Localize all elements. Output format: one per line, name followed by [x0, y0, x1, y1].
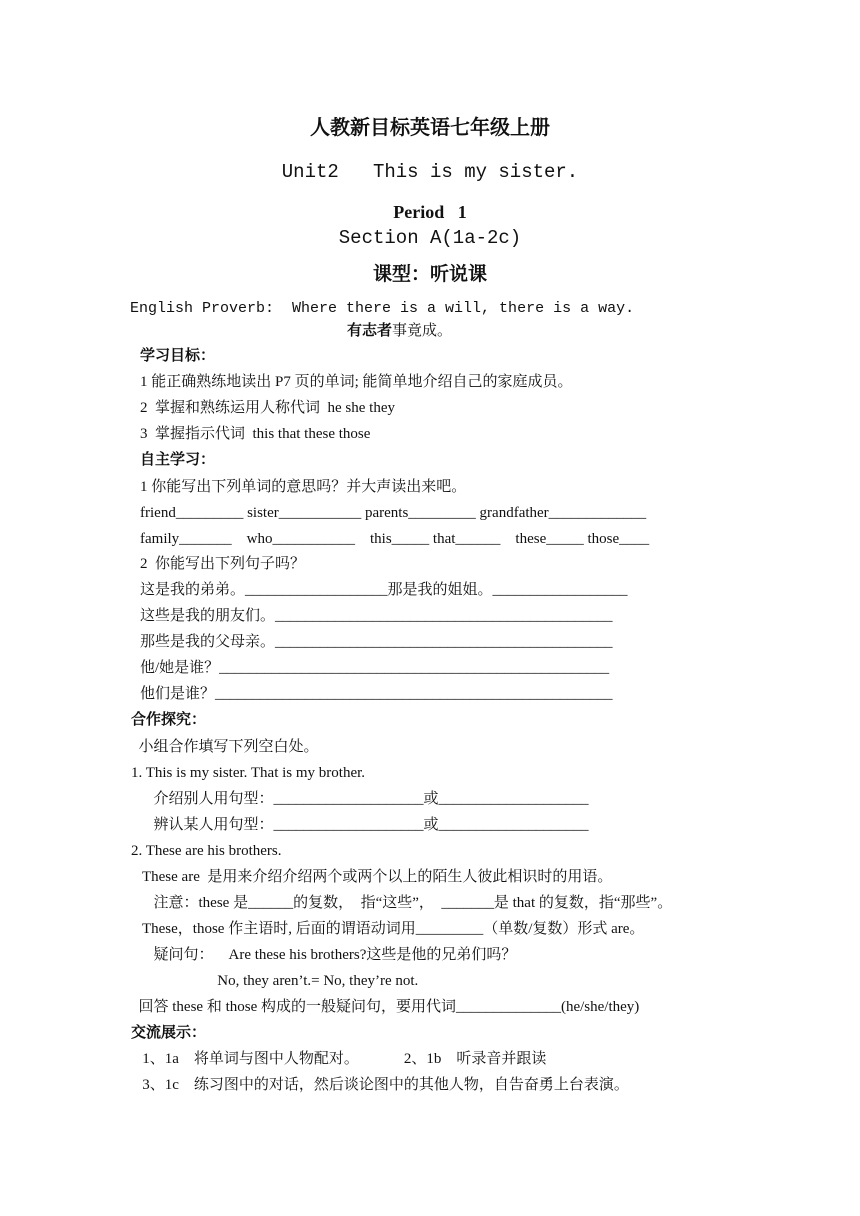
sentence-line: 这是我的弟弟。___________________那是我的姐姐。__________________ [140, 582, 628, 598]
proverb-rest-part: 事竟成。 [392, 323, 453, 339]
cooperation-line: 1. This is my sister. That is my brother. [131, 765, 366, 781]
cooperation-line: 2. These are his brothers. [131, 843, 282, 859]
exchange-line: 1、1a 将单词与图中人物配对。 2、1b 听录音并跟读 [131, 1051, 547, 1067]
unit-title: Unit2 This is my sister. [281, 161, 579, 183]
section-title: Section A(1a-2c) [338, 227, 522, 249]
cooperation-line: 疑问句： Are these his brothers?这些是他的兄弟们吗？ [131, 947, 517, 963]
exchange-heading: 交流展示： [131, 1025, 207, 1041]
cooperation-line: 回答 these 和 those 构成的一般疑问句，要用代词______________(he/she/they) [131, 999, 640, 1015]
sentence-line: 他/她是谁？____________________________________________________ [140, 660, 610, 676]
cooperation-line: These，those 作主语时, 后面的谓语动词用_________（单数/复数）形式 are。 [131, 921, 645, 937]
cooperation-intro: 小组合作填写下列空白处。 [131, 739, 319, 755]
self-study-heading: 自主学习： [140, 452, 216, 468]
sentence-line: 这些是我的朋友们。_____________________________________________ [140, 608, 613, 624]
cooperation-line: 辨认某人用句型：____________________或____________________ [131, 817, 589, 833]
cooperation-line: 注意：these 是______的复数， 指“这些”， _______是 that 的复数，指“那些”。 [131, 895, 673, 911]
lesson-type: 课型：听说课 [372, 264, 487, 285]
period-title: Period 1 [393, 202, 467, 222]
english-proverb: English Proverb: Where there is a will, there is a way. [130, 300, 635, 317]
proverb-bold-part: 有志者 [347, 323, 393, 339]
sentence-line: 那些是我的父母亲。_____________________________________________ [140, 634, 613, 650]
chinese-proverb [347, 324, 452, 339]
self-study-question-2: 2 你能写出下列句子吗？ [140, 556, 306, 572]
page-title: 人教新目标英语七年级上册 [310, 117, 550, 139]
cooperation-line: 介绍别人用句型：____________________或____________________ [131, 791, 589, 807]
words-row-2: family_______ who___________ this_____ that______ these_____ those____ [140, 531, 650, 547]
cooperation-line: These are 是用来介绍介绍两个或两个以上的陌生人彼此相识时的用语。 [131, 869, 613, 885]
objective-item: 1 能正确熟练地读出 P7 页的单词; 能简单地介绍自己的家庭成员。 [140, 374, 573, 390]
objective-item: 2 掌握和熟练运用人称代词 he she they [140, 400, 395, 416]
sentence-line: 他们是谁？_____________________________________________________ [140, 686, 613, 702]
objective-item: 3 掌握指示代词 this that these those [140, 426, 371, 442]
objectives-heading: 学习目标： [140, 348, 216, 364]
cooperation-heading: 合作探究： [131, 712, 207, 728]
cooperation-line: No, they aren’t.= No, they’re not. [131, 973, 419, 989]
exchange-line: 3、1c 练习图中的对话，然后谈论图中的其他人物，自告奋勇上台表演。 [131, 1077, 629, 1093]
words-row-1: friend_________ sister___________ parents_________ grandfather_____________ [140, 505, 647, 521]
self-study-question-1: 1 你能写出下列单词的意思吗？并大声读出来吧。 [140, 479, 467, 495]
